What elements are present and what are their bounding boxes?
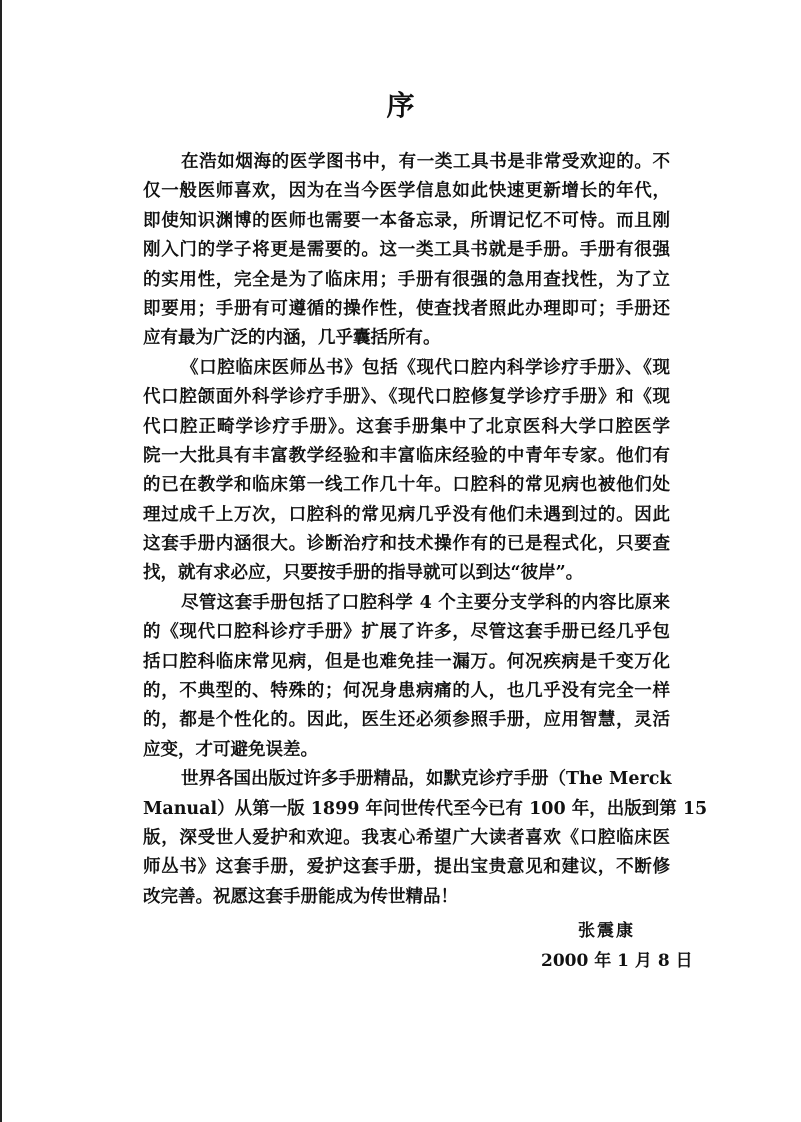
paragraph-1-line: 即要用；手册有可遵循的操作性，使查找者照此办理即可；手册还: [143, 298, 670, 319]
paragraph-3-line: 的，不典型的、特殊的；何况身患病痛的人，也几乎没有完全一样: [143, 681, 670, 702]
paragraph-3-line: 的《现代口腔科诊疗手册》扩展了许多，尽管这套手册已经几乎包: [143, 622, 670, 643]
preface-body: [143, 148, 708, 912]
paragraph-1-line: 在浩如烟海的医学图书中，有一类工具书是非常受欢迎的。不: [181, 152, 670, 172]
paragraph-2-line: 的已在教学和临床第一线工作几十年。口腔科的常见病也被他们处: [143, 475, 670, 496]
paragraph-3-line: 尽管这套手册包括了口腔科学 4 个主要分支学科的内容比原来: [181, 592, 670, 613]
paragraph-4-line: 版，深受世人爱护和欢迎。我衷心希望广大读者喜欢《口腔临床医: [143, 827, 670, 848]
paragraph-2-line: 院一大批具有丰富教学经验和丰富临床经验的中青年专家。他们有: [143, 445, 670, 466]
paragraph-2-line: 《口腔临床医师丛书》包括《现代口腔内科学诊疗手册》、《现: [181, 357, 670, 378]
paragraph-2-line: 找，就有求必应，只要按手册的指导就可以到达“彼岸”。: [143, 563, 584, 584]
paragraph-1-line: 即使知识渊博的医师也需要一本备忘录，所谓记忆不可恃。而且刚: [143, 210, 670, 231]
author-signature: 张震康: [578, 921, 635, 941]
paragraph-3-line: 括口腔科临床常见病，但是也难免挂一漏万。何况疾病是千变万化: [143, 651, 670, 672]
paragraph-4-line: 世界各国出版过许多手册精品，如默克诊疗手册（The Merck: [181, 769, 672, 790]
paragraph-1-line: 应有最为广泛的内涵，几乎囊括所有。: [143, 328, 441, 349]
paragraph-1-line: 仅一般医师喜欢，因为在当今医学信息如此快速更新增长的年代，: [143, 181, 670, 202]
paragraph-3-line: 应变，才可避免误差。: [143, 739, 318, 760]
paragraph-1-line: 的实用性，完全是为了临床用；手册有很强的急用查找性，为了立: [143, 269, 670, 290]
paragraph-1-line: 刚入门的学子将更是需要的。这一类工具书就是手册。手册有很强: [143, 240, 670, 261]
paragraph-4-line: 师丛书》这套手册，爱护这套手册，提出宝贵意见和建议，不断修: [143, 857, 670, 878]
paragraph-2-line: 代口腔颌面外科学诊疗手册》、《现代口腔修复学诊疗手册》和《现: [143, 387, 670, 408]
page-edge-rule: [0, 0, 2, 1122]
preface-date: 2000 年 1 月 8 日: [541, 951, 693, 971]
paragraph-2-line: 这套手册内涵很大。诊断治疗和技术操作有的已是程式化，只要查: [143, 534, 670, 555]
paragraph-2-line: 代口腔正畸学诊疗手册》。这套手册集中了北京医科大学口腔医学: [143, 416, 670, 437]
paragraph-2-line: 理过成千上万次，口腔科的常见病几乎没有他们未遇到过的。因此: [143, 504, 670, 525]
paragraph-4-line: 改完善。祝愿这套手册能成为传世精品！: [143, 886, 458, 907]
page-title: 序: [386, 89, 415, 122]
paragraph-3-line: 的，都是个性化的。因此，医生还必须参照手册，应用智慧，灵活: [143, 710, 670, 731]
paragraph-4-line: Manual）从第一版 1899 年问世传代至今已有 100 年，出版到第 15: [143, 798, 708, 819]
